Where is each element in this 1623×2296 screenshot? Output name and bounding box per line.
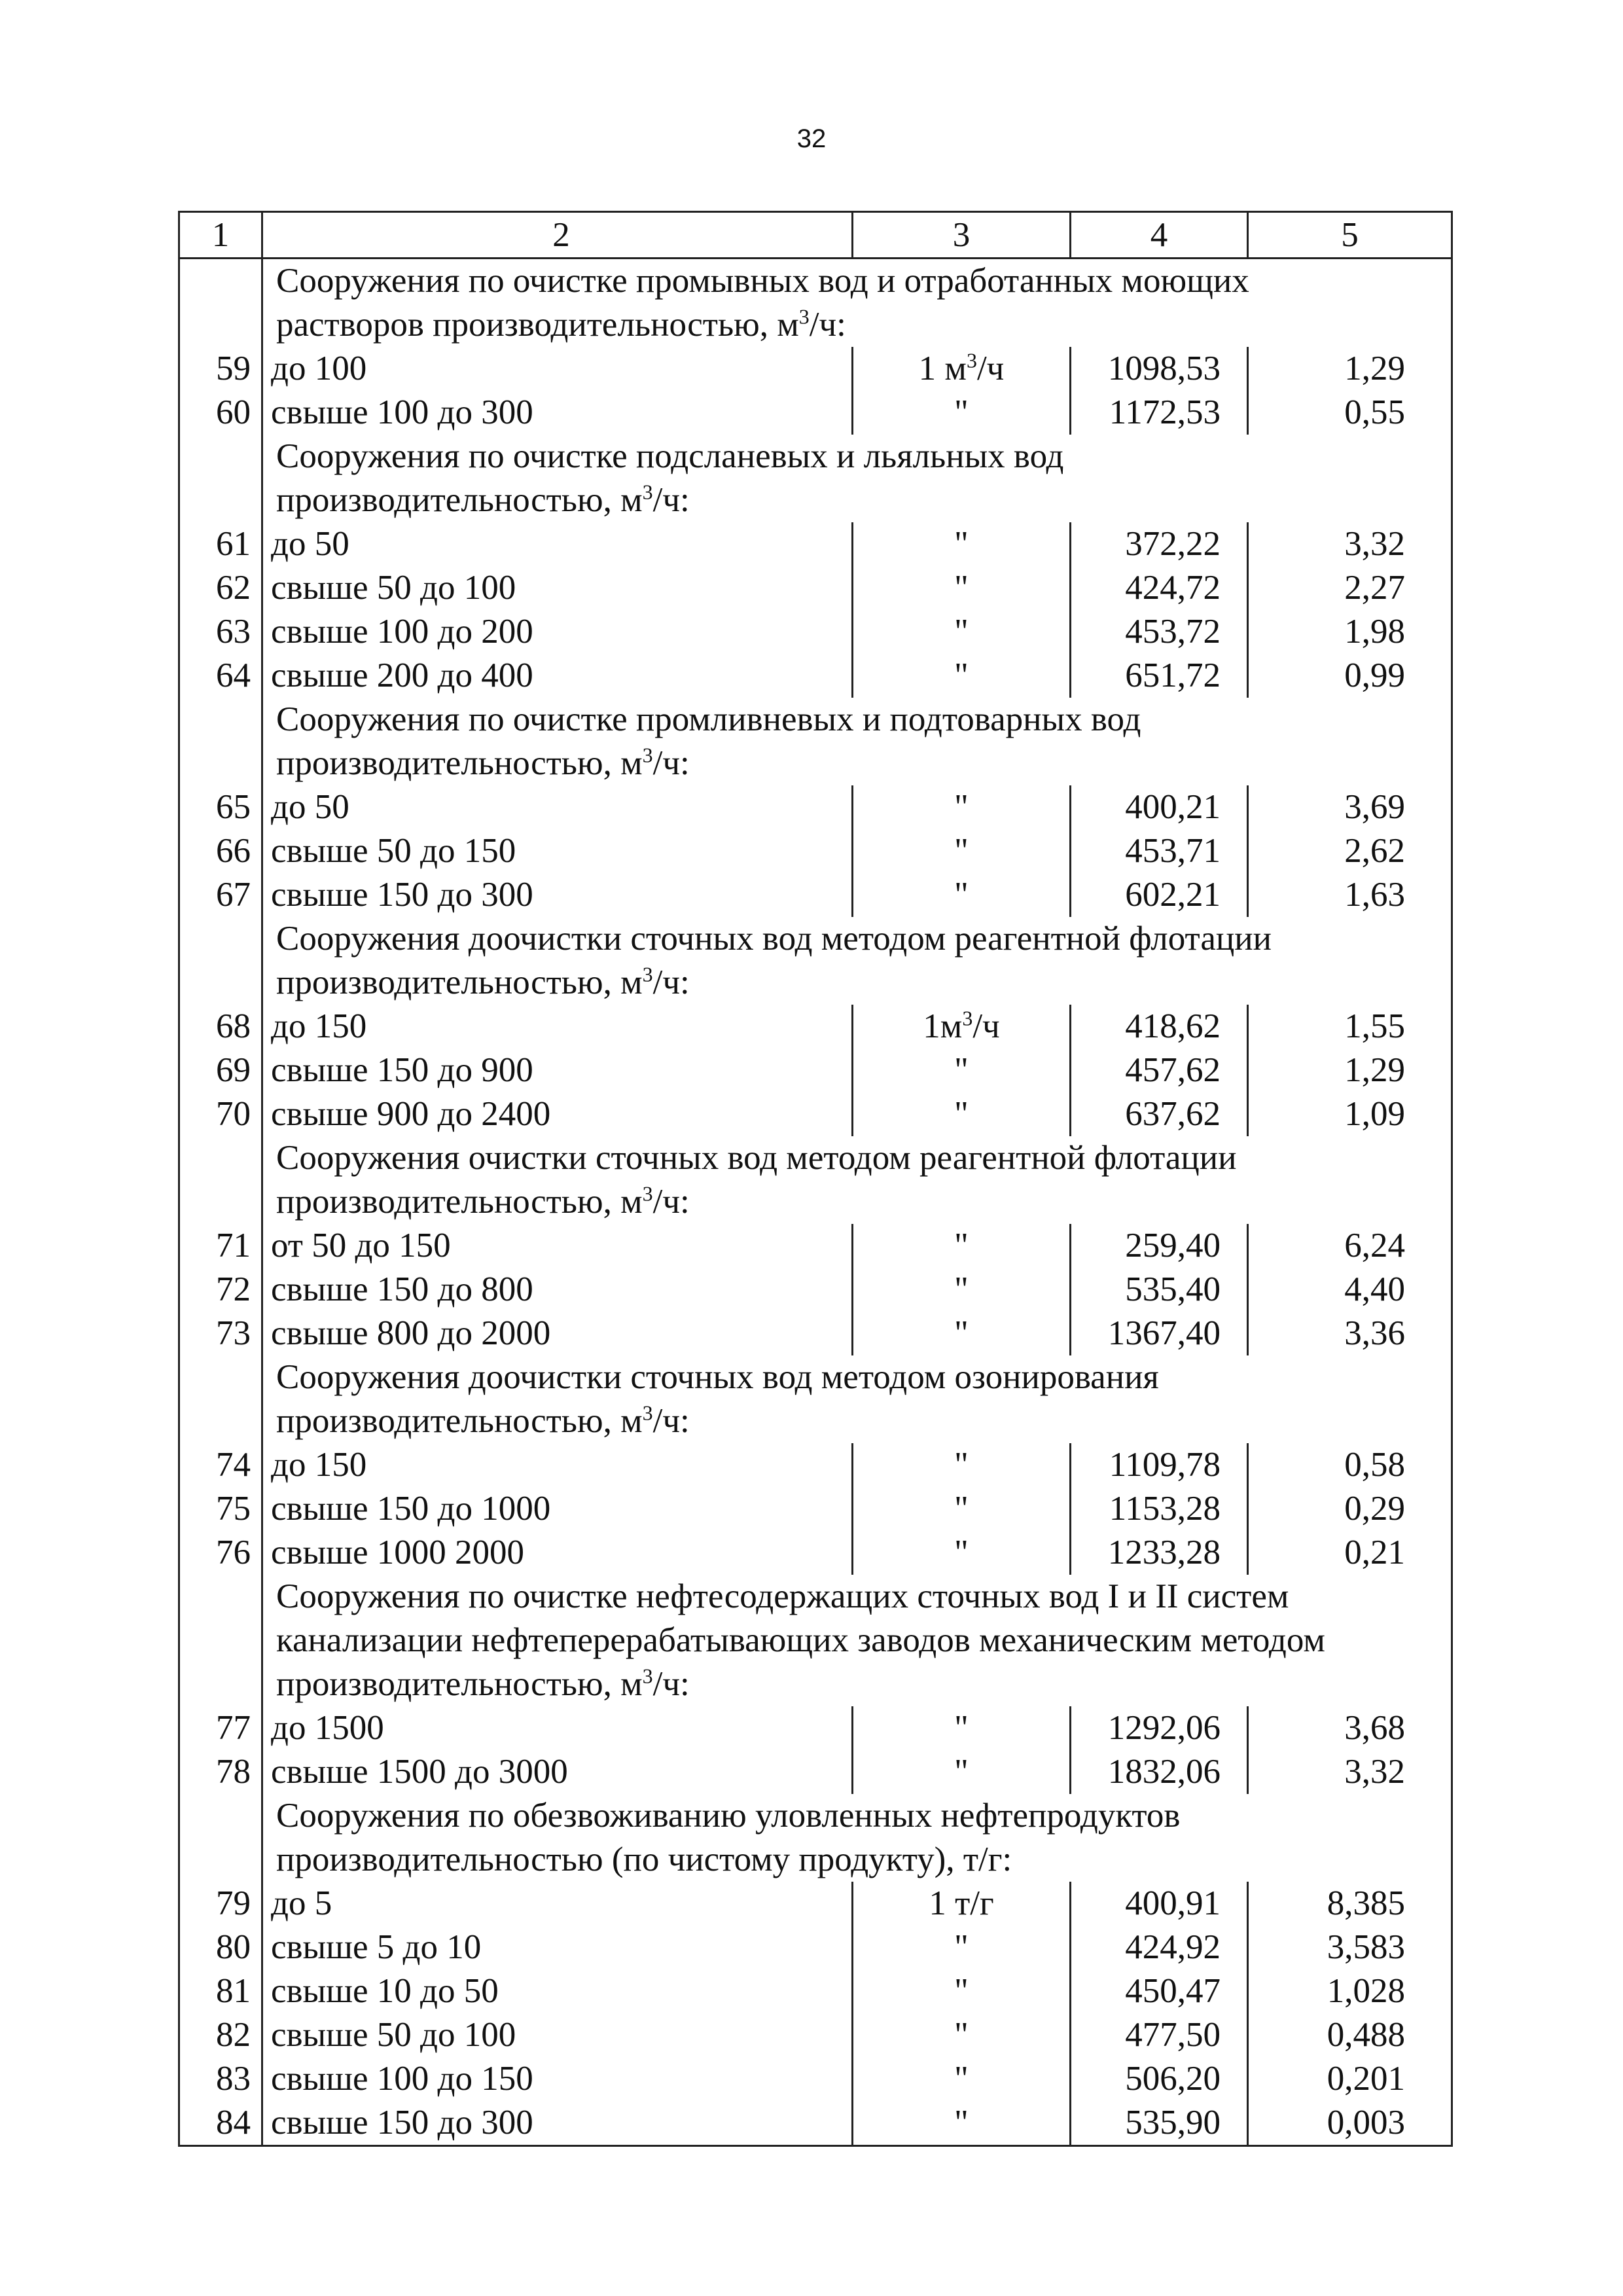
group-title: Сооружения очистки сточных вод методом реагентной флотации производительностью, $м^3/ч$: (276, 1139, 1237, 1221)
table-row (179, 1312, 1452, 1355)
row-unit: " (853, 2013, 1071, 2057)
group-number-cell (179, 917, 262, 1005)
row-value-col4: 453,72 (1071, 610, 1248, 654)
table-row (179, 1882, 1452, 1926)
table-row (179, 610, 1452, 654)
header-col-1: 1 (179, 212, 262, 259)
group-number-cell (179, 1575, 262, 1706)
row-unit: $1м^3/ч$ (853, 1005, 1071, 1049)
row-unit: " (853, 1969, 1071, 2013)
row-value-col5: 2,27 (1248, 566, 1452, 610)
row-unit: " (853, 566, 1071, 610)
table-row (179, 1005, 1452, 1049)
row-value-col5: 1,29 (1248, 1049, 1452, 1092)
row-value-col5: 3,36 (1248, 1312, 1452, 1355)
row-value-col5: 3,32 (1248, 1750, 1452, 1794)
row-value-col5: 0,29 (1248, 1487, 1452, 1531)
row-value-col5: 3,583 (1248, 1926, 1452, 1969)
table-row (179, 391, 1452, 435)
group-title-cell (262, 1355, 1159, 1443)
row-number: 69 (179, 1049, 262, 1092)
row-unit: " (853, 2101, 1071, 2146)
row-name: свыше 800 до 2000 (262, 1312, 853, 1355)
row-number: 70 (179, 1092, 262, 1136)
row-value-col4: 602,21 (1071, 873, 1248, 917)
group-title: Сооружения доочистки сточных вод методом озонирования производительностью, $м^3/ч$: (276, 1358, 1159, 1440)
group-empty-cell (1248, 1794, 1452, 1882)
row-value-col4: 1172,53 (1071, 391, 1248, 435)
header-col-4: 4 (1071, 212, 1248, 259)
table-row (179, 1092, 1452, 1136)
row-name: свыше 50 до 100 (262, 2013, 853, 2057)
group-title-cell (262, 435, 1064, 522)
group-title-row (179, 1794, 1452, 1882)
row-name: свыше 200 до 400 (262, 654, 853, 698)
row-value-col5: 0,99 (1248, 654, 1452, 698)
table-row (179, 654, 1452, 698)
header-col-2: 2 (262, 212, 853, 259)
row-number: 65 (179, 785, 262, 829)
row-value-col4: 477,50 (1071, 2013, 1248, 2057)
group-number-cell (179, 1794, 262, 1882)
row-value-col4: 1832,06 (1071, 1750, 1248, 1794)
row-number: 62 (179, 566, 262, 610)
row-name: свыше 1500 до 3000 (262, 1750, 853, 1794)
row-value-col5: 0,55 (1248, 391, 1452, 435)
superscript-3: 3 (642, 1664, 653, 1688)
table-row (179, 347, 1452, 391)
row-value-col4: 535,40 (1071, 1268, 1248, 1312)
row-number: 63 (179, 610, 262, 654)
row-value-col4: 259,40 (1071, 1224, 1248, 1268)
row-number: 79 (179, 1882, 262, 1926)
row-value-col4: 506,20 (1071, 2057, 1248, 2101)
row-name: до 1500 (262, 1706, 853, 1750)
row-value-col5: 3,32 (1248, 522, 1452, 566)
row-unit: " (853, 1706, 1071, 1750)
row-unit: " (853, 785, 1071, 829)
row-number: 59 (179, 347, 262, 391)
group-title-cell (262, 1794, 1181, 1882)
row-unit: " (853, 1092, 1071, 1136)
group-title: Сооружения по очистке промливневых и подтоварных вод производительностью, $м^3/ч$: (276, 700, 1141, 782)
group-number-cell (179, 435, 262, 522)
row-unit: " (853, 1926, 1071, 1969)
row-value-col5: 2,62 (1248, 829, 1452, 873)
row-value-col4: 424,72 (1071, 566, 1248, 610)
row-value-col5: 8,385 (1248, 1882, 1452, 1926)
group-empty-cell (1248, 698, 1452, 785)
row-unit: " (853, 1224, 1071, 1268)
row-value-col4: 453,71 (1071, 829, 1248, 873)
table-row (179, 1531, 1452, 1575)
table-row (179, 1224, 1452, 1268)
superscript-3: 3 (642, 1401, 653, 1425)
row-name: до 100 (262, 347, 853, 391)
row-value-col4: 1367,40 (1071, 1312, 1248, 1355)
table-header-row (179, 212, 1452, 259)
group-number-cell (179, 1355, 262, 1443)
row-value-col5: 1,09 (1248, 1092, 1452, 1136)
row-value-col5: 3,68 (1248, 1706, 1452, 1750)
row-name: от 50 до 150 (262, 1224, 853, 1268)
row-value-col5: 1,29 (1248, 347, 1452, 391)
row-number: 74 (179, 1443, 262, 1487)
row-value-col5: 6,24 (1248, 1224, 1452, 1268)
superscript-3: 3 (642, 962, 653, 986)
row-value-col4: 400,91 (1071, 1882, 1248, 1926)
row-unit: 1 т/г (853, 1882, 1071, 1926)
superscript-3: 3 (966, 348, 977, 372)
group-title-cell (262, 1136, 1237, 1224)
row-value-col4: 1153,28 (1071, 1487, 1248, 1531)
group-number-cell (179, 698, 262, 785)
row-name: свыше 50 до 100 (262, 566, 853, 610)
row-unit: " (853, 1268, 1071, 1312)
row-value-col5: 0,488 (1248, 2013, 1452, 2057)
superscript-3: 3 (642, 1181, 653, 1206)
row-number: 80 (179, 1926, 262, 1969)
row-value-col5: 3,69 (1248, 785, 1452, 829)
row-number: 71 (179, 1224, 262, 1268)
superscript-3: 3 (962, 1006, 973, 1030)
row-unit: 1 $м^3/ч$ (853, 347, 1071, 391)
row-name: свыше 1000 2000 (262, 1531, 853, 1575)
row-value-col4: 1098,53 (1071, 347, 1248, 391)
group-title-cell (262, 917, 1272, 1005)
group-title: Сооружения по очистке нефтесодержащих сточных вод I и II систем канализации нефтеперерабатывающих заводов механическим методом производительностью, $м^3/ч$: (276, 1577, 1325, 1703)
row-name: свыше 100 до 200 (262, 610, 853, 654)
group-title: Сооружения по очистке подсланевых и льяльных вод производительностью, $м^3/ч$: (276, 437, 1064, 519)
group-empty-cell (1248, 259, 1452, 348)
row-number: 82 (179, 2013, 262, 2057)
group-title-row (179, 259, 1452, 348)
row-value-col5: 0,201 (1248, 2057, 1452, 2101)
table-row (179, 2013, 1452, 2057)
superscript-3: 3 (642, 480, 653, 504)
row-number: 73 (179, 1312, 262, 1355)
row-number: 78 (179, 1750, 262, 1794)
row-name: свыше 150 до 300 (262, 2101, 853, 2146)
group-title-row (179, 698, 1452, 785)
row-value-col4: 1233,28 (1071, 1531, 1248, 1575)
row-value-col4: 1109,78 (1071, 1443, 1248, 1487)
row-name: свыше 10 до 50 (262, 1969, 853, 2013)
table-row (179, 522, 1452, 566)
group-title-row (179, 435, 1452, 522)
row-unit: " (853, 873, 1071, 917)
row-value-col4: 637,62 (1071, 1092, 1248, 1136)
group-title-cell (262, 1575, 1325, 1706)
group-empty-cell (1248, 435, 1452, 522)
row-unit: " (853, 1750, 1071, 1794)
row-name: до 150 (262, 1443, 853, 1487)
row-unit: " (853, 1312, 1071, 1355)
row-unit: " (853, 1443, 1071, 1487)
group-title-row (179, 917, 1452, 1005)
table-row (179, 1049, 1452, 1092)
row-unit: " (853, 1487, 1071, 1531)
row-number: 77 (179, 1706, 262, 1750)
group-title: Сооружения по обезвоживанию уловленных нефтепродуктов производительностью (по чистому продукту), т/г: (276, 1797, 1181, 1878)
group-title-cell (262, 698, 1141, 785)
table-row (179, 785, 1452, 829)
group-empty-cell (1248, 1136, 1452, 1224)
row-value-col4: 535,90 (1071, 2101, 1248, 2146)
row-name: свыше 150 до 800 (262, 1268, 853, 1312)
row-number: 64 (179, 654, 262, 698)
row-name: свыше 150 до 1000 (262, 1487, 853, 1531)
row-number: 76 (179, 1531, 262, 1575)
row-name: свыше 150 до 300 (262, 873, 853, 917)
row-value-col4: 372,22 (1071, 522, 1248, 566)
header-col-3: 3 (853, 212, 1071, 259)
row-value-col4: 400,21 (1071, 785, 1248, 829)
row-value-col4: 651,72 (1071, 654, 1248, 698)
group-title-row (179, 1575, 1452, 1706)
group-number-cell (179, 259, 262, 348)
group-title-row (179, 1136, 1452, 1224)
row-value-col5: 1,98 (1248, 610, 1452, 654)
row-unit: " (853, 1531, 1071, 1575)
group-title-row (179, 1355, 1452, 1443)
row-number: 60 (179, 391, 262, 435)
row-name: свыше 150 до 900 (262, 1049, 853, 1092)
row-unit: " (853, 610, 1071, 654)
table-row (179, 1706, 1452, 1750)
row-value-col4: 1292,06 (1071, 1706, 1248, 1750)
row-unit: " (853, 2057, 1071, 2101)
row-unit: " (853, 654, 1071, 698)
row-unit: " (853, 522, 1071, 566)
row-name: до 150 (262, 1005, 853, 1049)
row-name: свыше 900 до 2400 (262, 1092, 853, 1136)
header-col-5: 5 (1248, 212, 1452, 259)
group-title-cell (262, 259, 1249, 348)
row-name: свыше 5 до 10 (262, 1926, 853, 1969)
row-number: 67 (179, 873, 262, 917)
row-number: 81 (179, 1969, 262, 2013)
table-row (179, 1750, 1452, 1794)
row-value-col4: 418,62 (1071, 1005, 1248, 1049)
row-name: свыше 50 до 150 (262, 829, 853, 873)
table-row (179, 873, 1452, 917)
row-number: 61 (179, 522, 262, 566)
superscript-3: 3 (798, 304, 810, 329)
table-row (179, 1268, 1452, 1312)
row-name: свыше 100 до 150 (262, 2057, 853, 2101)
row-value-col5: 1,63 (1248, 873, 1452, 917)
table-body (179, 259, 1452, 2146)
row-number: 75 (179, 1487, 262, 1531)
table-row (179, 1926, 1452, 1969)
row-unit: " (853, 829, 1071, 873)
table-row (179, 1969, 1452, 2013)
row-value-col5: 0,58 (1248, 1443, 1452, 1487)
row-value-col4: 424,92 (1071, 1926, 1248, 1969)
group-number-cell (179, 1136, 262, 1224)
group-empty-cell (1248, 917, 1452, 1005)
row-value-col5: 1,028 (1248, 1969, 1452, 2013)
row-name: до 50 (262, 522, 853, 566)
table-row (179, 1487, 1452, 1531)
table-row (179, 829, 1452, 873)
row-value-col5: 0,003 (1248, 2101, 1452, 2146)
superscript-3: 3 (642, 743, 653, 767)
row-name: свыше 100 до 300 (262, 391, 853, 435)
row-number: 84 (179, 2101, 262, 2146)
group-title: Сооружения по очистке промывных вод и отработанных моющих растворов производительностью, $м^3/ч$: (276, 262, 1249, 344)
row-value-col5: 0,21 (1248, 1531, 1452, 1575)
row-unit: " (853, 391, 1071, 435)
row-value-col5: 1,55 (1248, 1005, 1452, 1049)
group-empty-cell (1071, 435, 1248, 522)
group-title: Сооружения доочистки сточных вод методом реагентной флотации производительностью, $м^3/ч$: (276, 920, 1272, 1001)
table-row (179, 566, 1452, 610)
row-value-col4: 457,62 (1071, 1049, 1248, 1092)
row-name: до 50 (262, 785, 853, 829)
table-row (179, 2101, 1452, 2146)
row-number: 72 (179, 1268, 262, 1312)
group-empty-cell (1248, 1355, 1452, 1443)
table-row (179, 2057, 1452, 2101)
row-name: до 5 (262, 1882, 853, 1926)
row-number: 68 (179, 1005, 262, 1049)
row-value-col4: 450,47 (1071, 1969, 1248, 2013)
row-value-col5: 4,40 (1248, 1268, 1452, 1312)
rates-table (178, 211, 1453, 2147)
page-number: 32 (796, 124, 827, 153)
row-number: 66 (179, 829, 262, 873)
row-number: 83 (179, 2057, 262, 2101)
row-unit: " (853, 1049, 1071, 1092)
table-row (179, 1443, 1452, 1487)
